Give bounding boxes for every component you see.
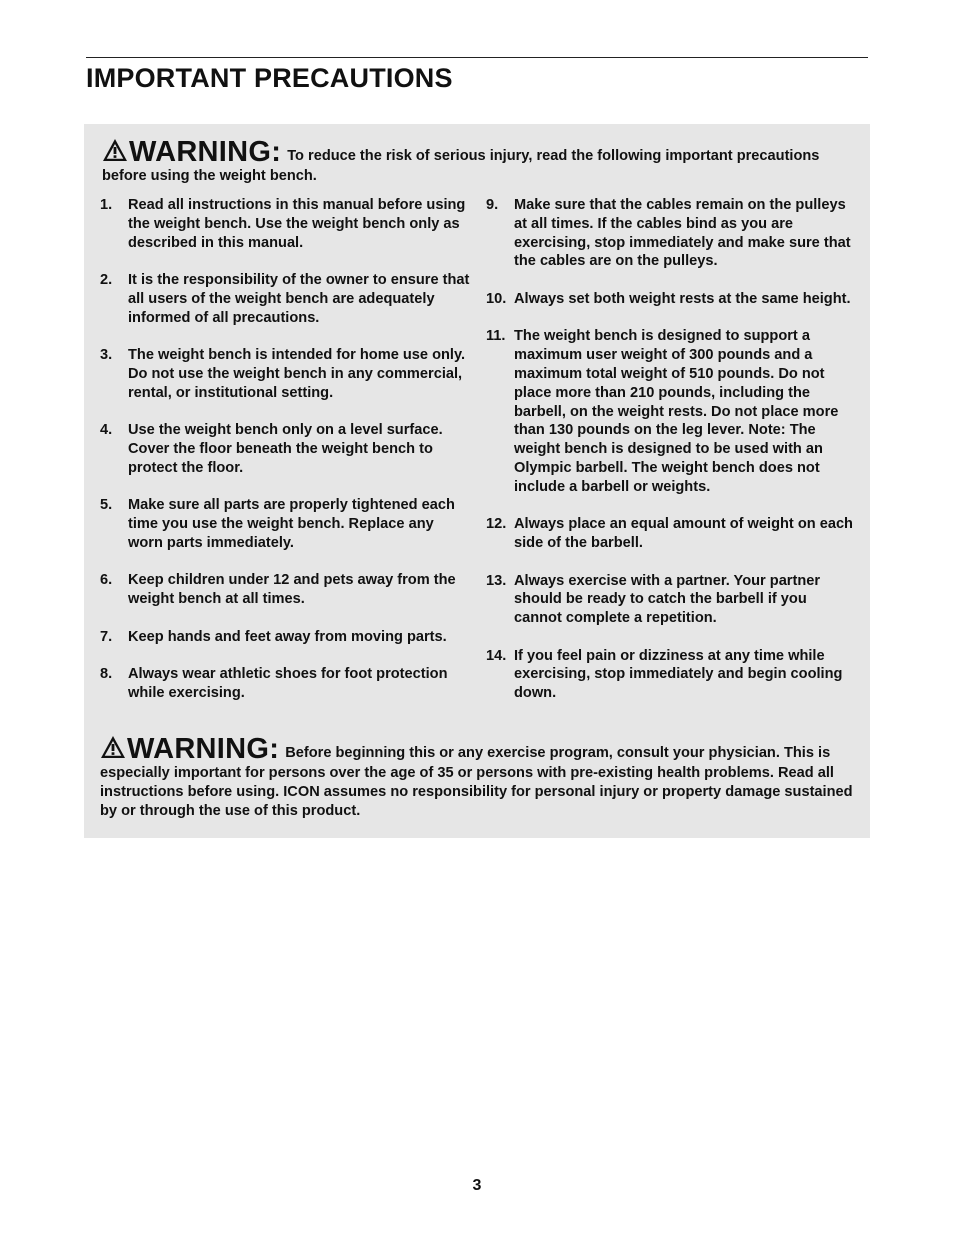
precaution-number: 3.	[100, 347, 113, 364]
precaution-number: 7.	[100, 628, 113, 645]
precaution-text: Keep hands and feet away from moving parts.	[128, 628, 447, 645]
warning-text: Before beginning this or any exercise program, consult your physician. This is especially important for persons over the age of 35 or persons with pre-existing health problems. Read all instructions before using. ICON assumes no responsibility for personal injury or property damage sustained by or through the use of this product.	[100, 745, 853, 819]
warning-triangle-icon	[100, 735, 126, 759]
precaution-text: The weight bench is intended for home use only. Do not use the weight bench in any commercial, rental, or institutional setting.	[128, 347, 466, 401]
precaution-text: Make sure that the cables remain on the pulleys at all times. If the cables bind as you are exercising, stop immediately and make sure that the cables are on the pulleys.	[514, 197, 851, 270]
precaution-text: Read all instructions in this manual before using the weight bench. Use the weight bench only as described in this manual.	[128, 197, 466, 251]
warning-label: WARNING:	[127, 733, 280, 765]
precaution-item	[486, 572, 856, 628]
precaution-text: Always place an equal amount of weight on each side of the barbell.	[514, 516, 853, 552]
page-number: 3	[472, 1177, 482, 1194]
precautions-list-right	[486, 196, 856, 722]
precaution-text: It is the responsibility of the owner to ensure that all users of the weight bench are adequately informed of all precautions.	[128, 272, 470, 326]
precaution-item	[100, 571, 470, 609]
precaution-text: Always wear athletic shoes for foot protection while exercising.	[128, 666, 448, 701]
precaution-item	[100, 346, 470, 402]
precaution-number: 10.	[486, 290, 507, 307]
warning-triangle-icon	[102, 138, 128, 162]
warning-header-top	[102, 138, 862, 186]
precaution-text: Make sure all parts are properly tightened each time you use the weight bench. Replace any worn parts immediately.	[128, 497, 455, 551]
precaution-text: If you feel pain or dizziness at any time while exercising, stop immediately and begin cooling down.	[514, 647, 843, 702]
precaution-item	[100, 421, 470, 477]
precaution-text: Always set both weight rests at the same height.	[514, 290, 851, 307]
precaution-item	[486, 647, 856, 703]
precaution-text: The weight bench is designed to support a maximum user weight of 300 pounds and a maximum total weight of 510 pounds. Do not place more than 210 pounds, including the barbell, on the weight rests. Do not place more than 130 pounds on the leg lever. Note: The weight bench is designed to be used with an Olympic barbell. The weight bench does not include a barbell or weights.	[514, 328, 839, 495]
page-title: IMPORTANT PRECAUTIONS	[86, 63, 453, 93]
precaution-number: 13.	[486, 572, 507, 589]
precaution-item	[486, 196, 856, 271]
top-divider	[86, 57, 868, 58]
precaution-item	[100, 271, 470, 327]
precaution-item	[100, 628, 470, 647]
warning-header-bottom	[100, 735, 860, 821]
precaution-item	[100, 496, 470, 552]
precaution-item	[486, 290, 856, 309]
precaution-text: Keep children under 12 and pets away from the weight bench at all times.	[128, 572, 456, 608]
precaution-number: 2.	[100, 272, 113, 289]
precaution-number: 11.	[486, 328, 506, 345]
precaution-text: Use the weight bench only on a level surface. Cover the floor beneath the weight bench to protect the floor.	[128, 422, 443, 476]
precaution-number: 1.	[100, 197, 113, 213]
precaution-number: 8.	[100, 666, 113, 683]
precaution-number: 5.	[100, 497, 113, 514]
precaution-number: 12.	[486, 516, 507, 533]
precaution-number: 4.	[100, 422, 113, 439]
precaution-item	[100, 196, 470, 252]
precaution-item	[486, 327, 856, 496]
precaution-number: 6.	[100, 572, 113, 589]
warning-label: WARNING:	[129, 136, 282, 168]
precaution-number: 14.	[486, 647, 507, 664]
precautions-list-left	[100, 196, 470, 721]
precautions-box	[84, 124, 870, 838]
precaution-item	[486, 515, 856, 553]
precaution-item	[100, 665, 470, 703]
precaution-number: 9.	[486, 197, 499, 213]
precaution-text: Always exercise with a partner. Your partner should be ready to catch the barbell if you cannot complete a repetition.	[514, 572, 821, 627]
warning-text: To reduce the risk of serious injury, read the following important precautions before using the weight bench.	[102, 148, 820, 184]
